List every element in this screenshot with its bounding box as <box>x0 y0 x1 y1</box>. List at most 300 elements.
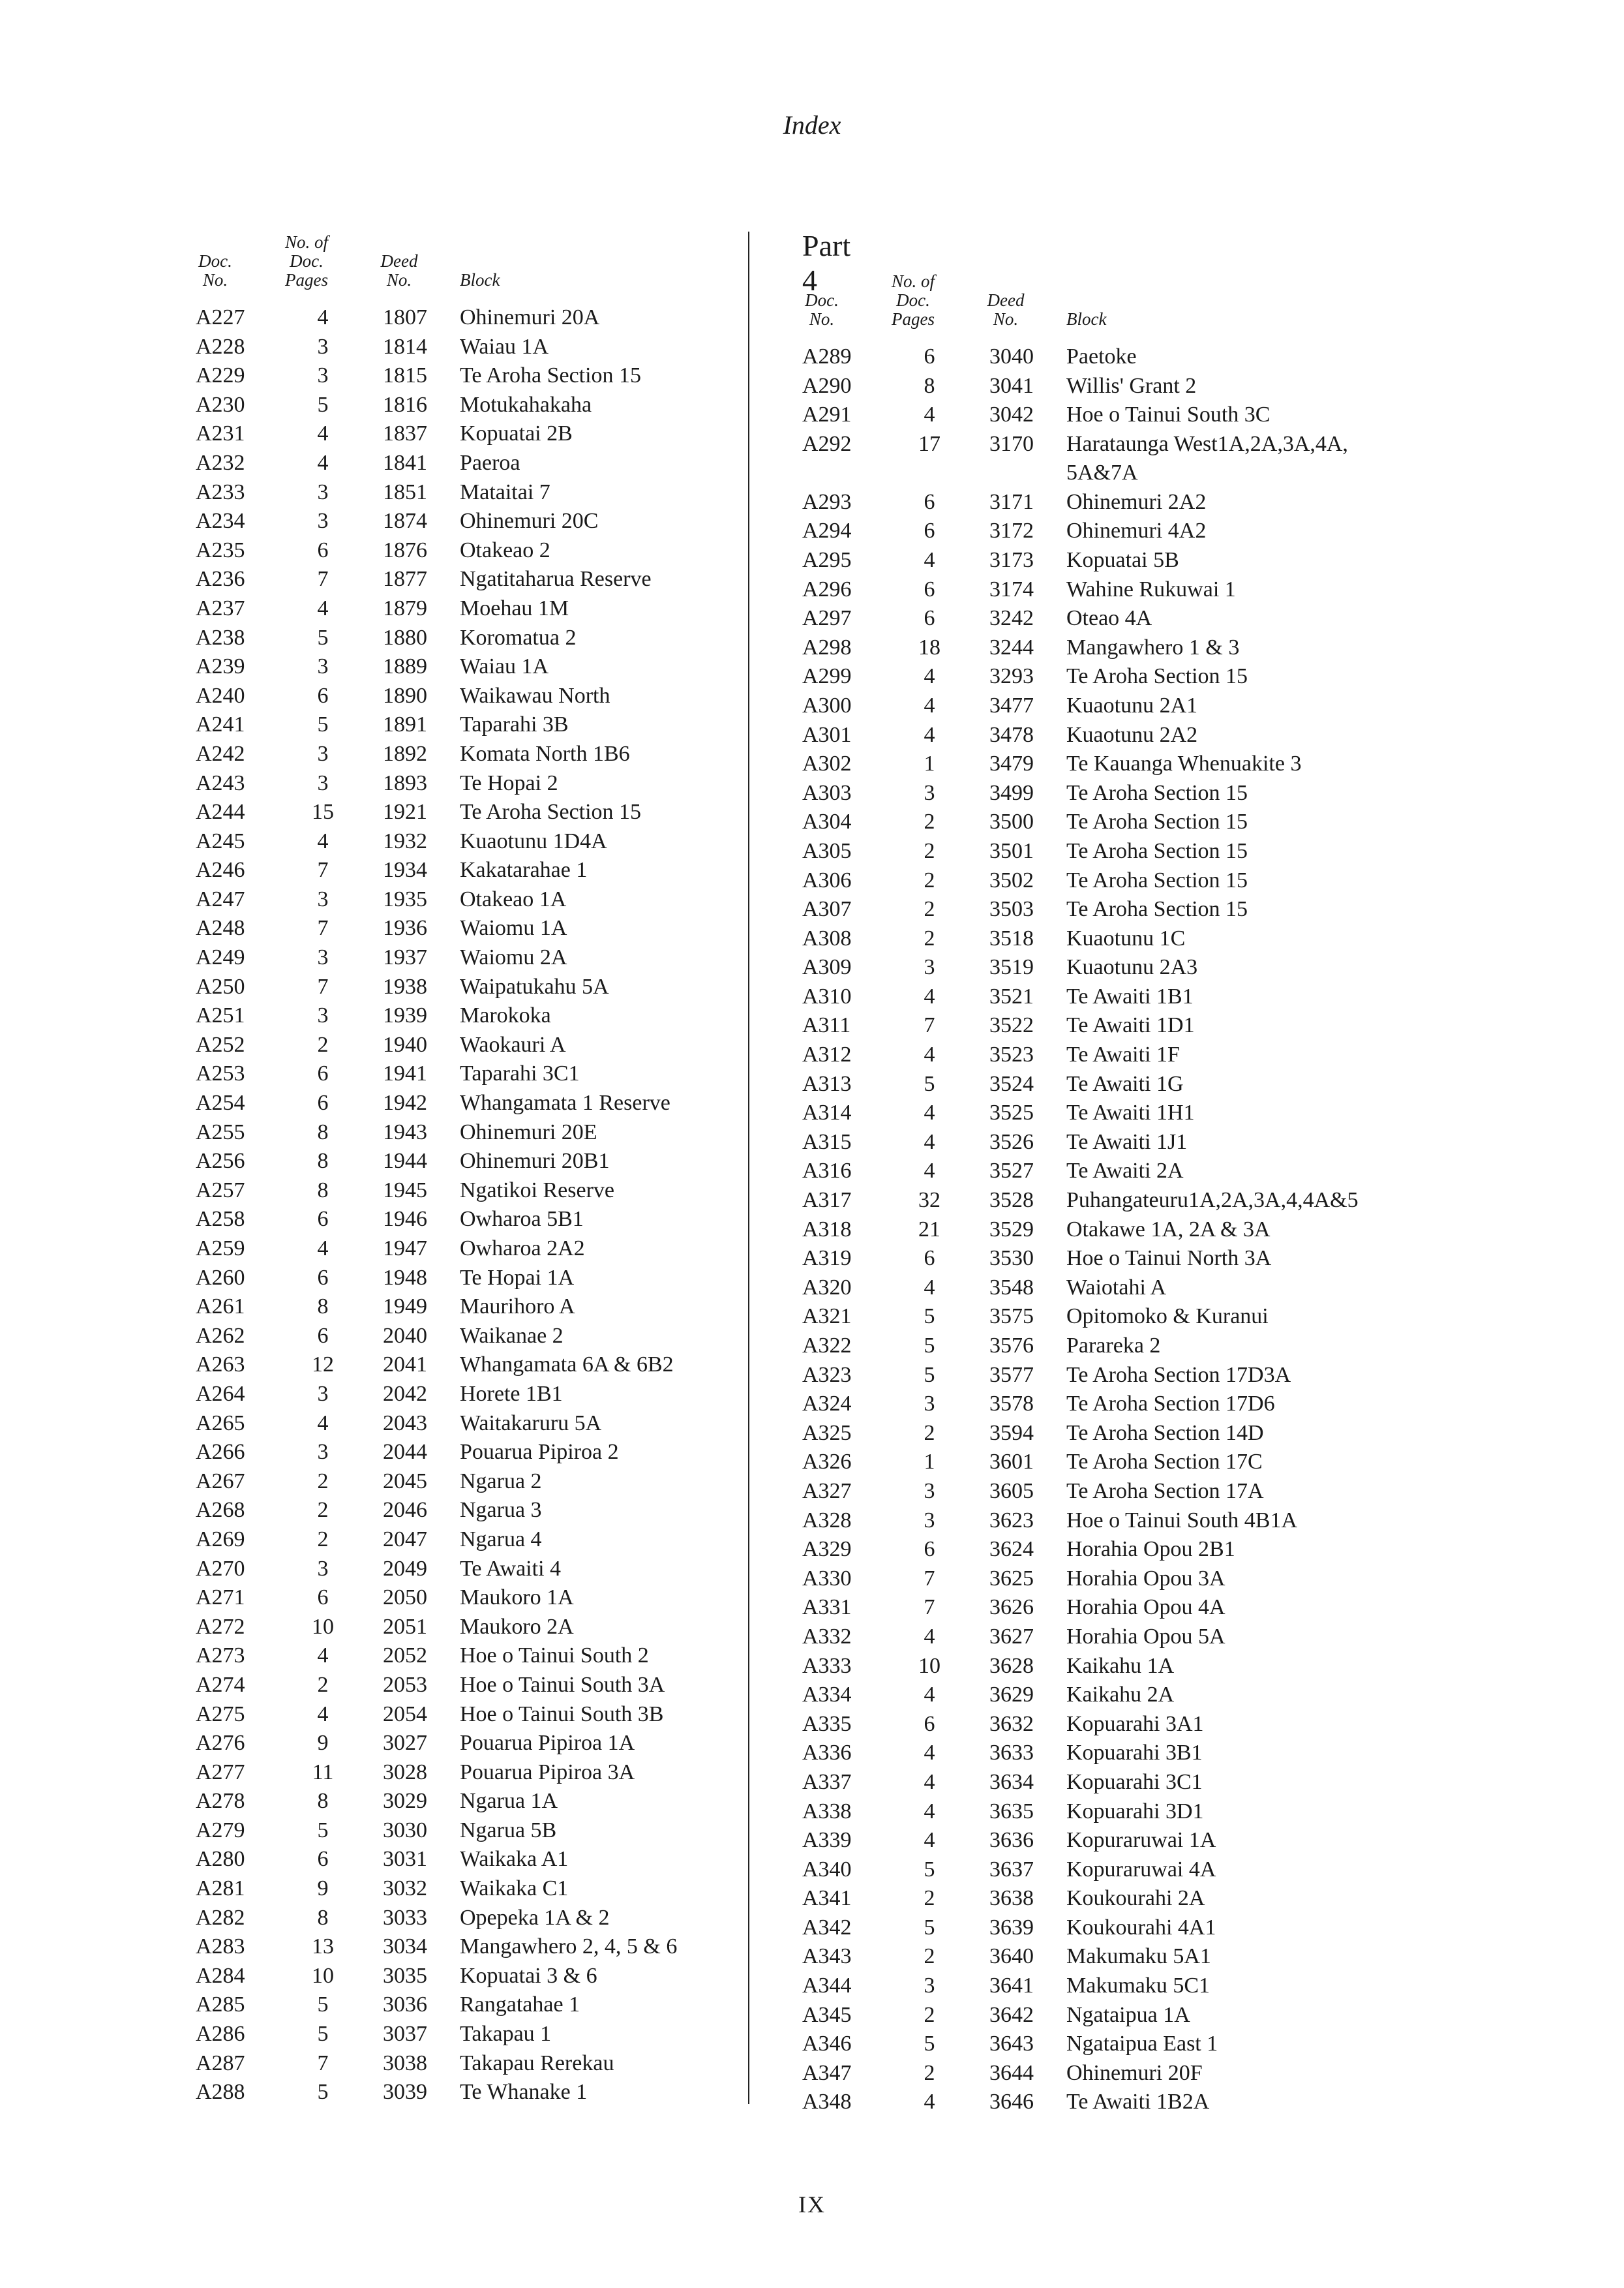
page-count: 7 <box>924 1013 935 1038</box>
deed-number: 3293 <box>989 664 1034 689</box>
deed-number: 3029 <box>383 1789 427 1814</box>
block-name: Oteao 4A <box>1066 606 1152 631</box>
doc-number: A230 <box>196 392 245 417</box>
deed-number: 3171 <box>989 489 1034 514</box>
doc-number: A266 <box>196 1440 245 1465</box>
page-count: 6 <box>924 1246 935 1271</box>
block-name: Kuaotunu 2A1 <box>1066 693 1198 718</box>
block-name: Mangawhero 1 & 3 <box>1066 635 1240 660</box>
doc-number: A347 <box>802 2060 852 2085</box>
block-name: Te Aroha Section 15 <box>1066 780 1248 805</box>
page-count: 5 <box>924 2032 935 2056</box>
deed-number: 3646 <box>989 2090 1034 2114</box>
doc-number: A327 <box>802 1478 852 1503</box>
block-name: Hoe o Tainui South 3B <box>460 1701 664 1726</box>
page-count: 3 <box>317 1381 329 1406</box>
doc-number: A296 <box>802 577 852 602</box>
doc-number: A292 <box>802 431 852 456</box>
deed-number: 3040 <box>989 344 1034 369</box>
page-count: 3 <box>317 1003 329 1028</box>
deed-number: 3528 <box>989 1188 1034 1213</box>
page-count: 4 <box>317 1701 329 1726</box>
page-count: 4 <box>924 1799 935 1823</box>
deed-number: 1945 <box>383 1178 427 1202</box>
deed-number: 3524 <box>989 1071 1034 1096</box>
deed-number: 3548 <box>989 1275 1034 1300</box>
deed-number: 3605 <box>989 1478 1034 1503</box>
doc-number: A329 <box>802 1537 852 1562</box>
deed-number: 3526 <box>989 1129 1034 1154</box>
doc-number: A319 <box>802 1246 852 1271</box>
deed-number: 3522 <box>989 1013 1034 1038</box>
block-name: Horahia Opou 5A <box>1066 1624 1226 1649</box>
doc-number: A265 <box>196 1411 245 1435</box>
page-count: 4 <box>924 1828 935 1853</box>
doc-number: A291 <box>802 403 852 427</box>
block-name: Te Aroha Section 17D6 <box>1066 1392 1275 1416</box>
deed-number: 1938 <box>383 974 427 999</box>
doc-number: A254 <box>196 1091 245 1116</box>
header-pages-line3: Pages <box>892 309 935 329</box>
doc-number: A240 <box>196 683 245 708</box>
deed-number: 1876 <box>383 538 427 562</box>
page-count: 3 <box>924 780 935 805</box>
block-name: Moehau 1M <box>460 596 569 620</box>
block-name: Ohinemuri 4A2 <box>1066 519 1207 543</box>
page-count: 10 <box>918 1653 940 1678</box>
block-name: Kopuraruwai 1A <box>1066 1828 1216 1853</box>
block-name: Hoe o Tainui South 3A <box>460 1672 665 1697</box>
block-name: Maukoro 1A <box>460 1585 574 1610</box>
doc-number: A272 <box>196 1614 245 1639</box>
deed-number: 3642 <box>989 2002 1034 2027</box>
deed-number: 2054 <box>383 1701 427 1726</box>
deed-number: 1932 <box>383 829 427 853</box>
page-count: 5 <box>317 2080 329 2105</box>
block-name: Mataitai 7 <box>460 480 550 504</box>
deed-number: 2053 <box>383 1672 427 1697</box>
doc-number: A334 <box>802 1683 852 1707</box>
deed-number: 3500 <box>989 810 1034 834</box>
deed-number: 3478 <box>989 722 1034 747</box>
doc-number: A345 <box>802 2002 852 2027</box>
deed-number: 3170 <box>989 431 1034 456</box>
page-count: 12 <box>312 1352 334 1377</box>
doc-number: A325 <box>802 1420 852 1445</box>
page-count: 4 <box>924 1101 935 1125</box>
block-name: Ngarua 5B <box>460 1818 557 1842</box>
doc-number: A278 <box>196 1789 245 1814</box>
deed-number: 1891 <box>383 712 427 737</box>
doc-number: A305 <box>802 838 852 863</box>
doc-number: A259 <box>196 1236 245 1260</box>
deed-number: 3042 <box>989 403 1034 427</box>
page-count: 5 <box>317 392 329 417</box>
header-deed-line2: No. <box>386 270 412 290</box>
doc-number: A297 <box>802 606 852 631</box>
deed-number: 3627 <box>989 1624 1034 1649</box>
page-count: 5 <box>317 712 329 737</box>
block-name: Te Whanake 1 <box>460 2080 588 2105</box>
doc-number: A326 <box>802 1450 852 1474</box>
page-count: 4 <box>924 693 935 718</box>
block-name: Hoe o Tainui South 4B1A <box>1066 1508 1297 1533</box>
doc-number: A247 <box>196 887 245 911</box>
doc-number: A342 <box>802 1915 852 1940</box>
deed-number: 3525 <box>989 1101 1034 1125</box>
deed-number: 2047 <box>383 1527 427 1551</box>
deed-number: 2042 <box>383 1381 427 1406</box>
deed-number: 1944 <box>383 1149 427 1174</box>
page-count: 2 <box>924 1944 935 1969</box>
header-doc-line2: No. <box>809 309 835 329</box>
doc-number: A251 <box>196 1003 245 1028</box>
block-name: Ohinemuri 20E <box>460 1120 597 1144</box>
page-count: 7 <box>924 1566 935 1591</box>
block-name: Kopuarahi 3B1 <box>1066 1741 1203 1765</box>
page-count: 4 <box>317 421 329 446</box>
deed-number: 3499 <box>989 780 1034 805</box>
doc-number: A330 <box>802 1566 852 1591</box>
deed-number: 1949 <box>383 1294 427 1319</box>
deed-number: 3501 <box>989 838 1034 863</box>
page-count: 5 <box>924 1304 935 1329</box>
deed-number: 3479 <box>989 752 1034 776</box>
deed-number: 3503 <box>989 897 1034 922</box>
deed-number: 1943 <box>383 1120 427 1144</box>
deed-number: 3030 <box>383 1818 427 1842</box>
page-count: 8 <box>317 1789 329 1814</box>
page-count: 32 <box>918 1188 940 1213</box>
deed-number: 3529 <box>989 1217 1034 1242</box>
deed-number: 1892 <box>383 741 427 766</box>
doc-number: A289 <box>802 344 852 369</box>
block-name: Kakatarahae 1 <box>460 858 588 883</box>
block-name: Willis' Grant 2 <box>1066 373 1197 398</box>
block-name: Waiomu 2A <box>460 945 567 970</box>
page-count: 3 <box>317 887 329 911</box>
doc-number: A340 <box>802 1857 852 1882</box>
deed-number: 3523 <box>989 1043 1034 1067</box>
doc-number: A295 <box>802 547 852 572</box>
doc-number: A307 <box>802 897 852 922</box>
block-name: Rangatahae 1 <box>460 1992 580 2017</box>
page-count: 4 <box>924 1275 935 1300</box>
page-count: 2 <box>924 897 935 922</box>
doc-number: A316 <box>802 1159 852 1183</box>
block-name: Ohinemuri 20F <box>1066 2060 1203 2085</box>
block-name: Ngarua 1A <box>460 1789 558 1814</box>
page-count: 4 <box>924 1129 935 1154</box>
page-count: 4 <box>924 984 935 1009</box>
deed-number: 1934 <box>383 858 427 883</box>
page-count: 4 <box>924 1769 935 1794</box>
page-count: 18 <box>918 635 940 660</box>
deed-number: 1874 <box>383 509 427 534</box>
doc-number: A285 <box>196 1992 245 2017</box>
block-name: Waitakaruru 5A <box>460 1411 602 1435</box>
block-name: Kaikahu 2A <box>1066 1683 1175 1707</box>
doc-number: A255 <box>196 1120 245 1144</box>
block-name: Te Aroha Section 15 <box>1066 897 1248 922</box>
page-count: 3 <box>317 1556 329 1581</box>
deed-number: 3632 <box>989 1711 1034 1736</box>
deed-number: 2040 <box>383 1323 427 1348</box>
deed-number: 1877 <box>383 567 427 592</box>
doc-number: A308 <box>802 926 852 951</box>
deed-number: 1814 <box>383 334 427 359</box>
doc-number: A242 <box>196 741 245 766</box>
doc-number: A283 <box>196 1934 245 1959</box>
doc-number: A257 <box>196 1178 245 1202</box>
block-name: Kopuatai 2B <box>460 421 573 446</box>
doc-number: A243 <box>196 770 245 795</box>
page-count: 2 <box>317 1672 329 1697</box>
block-name: Pouarua Pipiroa 2 <box>460 1440 619 1465</box>
page-count: 6 <box>924 489 935 514</box>
block-name: Te Aroha Section 14D <box>1066 1420 1264 1445</box>
doc-number: A336 <box>802 1741 852 1765</box>
page-count: 8 <box>317 1120 329 1144</box>
block-name: Te Aroha Section 15 <box>1066 810 1248 834</box>
block-name: Owharoa 5B1 <box>460 1207 584 1232</box>
doc-number: A317 <box>802 1188 852 1213</box>
block-name: Whangamata 6A & 6B2 <box>460 1352 674 1377</box>
deed-number: 1837 <box>383 421 427 446</box>
header-pages-line3: Pages <box>285 270 328 290</box>
page-count: 8 <box>924 373 935 398</box>
block-name: Kopuarahi 3D1 <box>1066 1799 1204 1823</box>
page-count: 3 <box>317 1440 329 1465</box>
block-name: Pouarua Pipiroa 1A <box>460 1731 635 1756</box>
header-doc-line1: Doc. <box>805 290 839 310</box>
page-count: 9 <box>317 1876 329 1901</box>
deed-number: 3594 <box>989 1420 1034 1445</box>
doc-number: A338 <box>802 1799 852 1823</box>
doc-number: A279 <box>196 1818 245 1842</box>
page-count: 7 <box>317 567 329 592</box>
deed-number: 2049 <box>383 1556 427 1581</box>
block-name: Taparahi 3B <box>460 712 569 737</box>
deed-number: 3031 <box>383 1847 427 1872</box>
page-count: 5 <box>924 1362 935 1387</box>
block-name: Owharoa 2A2 <box>460 1236 585 1260</box>
doc-number: A238 <box>196 625 245 650</box>
deed-number: 2050 <box>383 1585 427 1610</box>
page-count: 6 <box>317 1847 329 1872</box>
block-name: Marokoka <box>460 1003 551 1028</box>
doc-number: A321 <box>802 1304 852 1329</box>
page-count: 17 <box>918 431 940 456</box>
deed-number: 3636 <box>989 1828 1034 1853</box>
deed-number: 3518 <box>989 926 1034 951</box>
deed-number: 1940 <box>383 1032 427 1057</box>
doc-number: A258 <box>196 1207 245 1232</box>
page-count: 4 <box>317 305 329 329</box>
page-count: 3 <box>317 509 329 534</box>
page-count: 3 <box>317 770 329 795</box>
page-count: 1 <box>924 752 935 776</box>
deed-number: 3633 <box>989 1741 1034 1765</box>
deed-number: 3643 <box>989 2032 1034 2056</box>
deed-number: 3027 <box>383 1731 427 1756</box>
doc-number: A268 <box>196 1498 245 1523</box>
block-name: Ngataipua East 1 <box>1066 2032 1218 2056</box>
page-count: 6 <box>317 1061 329 1086</box>
block-name: Te Aroha Section 17C <box>1066 1450 1263 1474</box>
doc-number: A287 <box>196 2051 245 2075</box>
doc-number: A312 <box>802 1043 852 1067</box>
doc-number: A323 <box>802 1362 852 1387</box>
block-name: Waikaka A1 <box>460 1847 569 1872</box>
doc-number: A244 <box>196 800 245 825</box>
deed-number: 3625 <box>989 1566 1034 1591</box>
page-count: 7 <box>317 916 329 941</box>
block-name: Te Aroha Section 15 <box>460 363 642 388</box>
deed-number: 1948 <box>383 1265 427 1290</box>
deed-number: 1851 <box>383 480 427 504</box>
doc-number: A315 <box>802 1129 852 1154</box>
block-name: Waikaka C1 <box>460 1876 569 1901</box>
doc-number: A344 <box>802 1974 852 1998</box>
header-pages <box>280 233 333 290</box>
doc-number: A306 <box>802 868 852 892</box>
deed-number: 3577 <box>989 1362 1034 1387</box>
block-name: Ngarua 2 <box>460 1469 542 1493</box>
doc-number: A269 <box>196 1527 245 1551</box>
block-name: Te Awaiti 1B2A <box>1066 2090 1210 2114</box>
page-count: 6 <box>317 1207 329 1232</box>
page-count: 8 <box>317 1178 329 1202</box>
doc-number: A339 <box>802 1828 852 1853</box>
page-count: 2 <box>924 810 935 834</box>
doc-number: A332 <box>802 1624 852 1649</box>
page-count: 6 <box>924 1537 935 1562</box>
block-name: Otakeao 1A <box>460 887 567 911</box>
doc-number: A231 <box>196 421 245 446</box>
page-count: 6 <box>317 1585 329 1610</box>
doc-number: A331 <box>802 1595 852 1620</box>
part-heading: Part 4 <box>802 229 851 297</box>
page-count: 3 <box>924 1478 935 1503</box>
doc-number: A246 <box>196 858 245 883</box>
block-name: Kopuatai 3 & 6 <box>460 1963 597 1988</box>
block-name: Te Awaiti 1G <box>1066 1071 1184 1096</box>
doc-number: A267 <box>196 1469 245 1493</box>
deed-number: 2043 <box>383 1411 427 1435</box>
block-name: Ngarua 4 <box>460 1527 542 1551</box>
page-count: 13 <box>312 1934 334 1959</box>
doc-number: A302 <box>802 752 852 776</box>
page-count: 5 <box>924 1915 935 1940</box>
header-doc <box>196 252 235 290</box>
doc-number: A343 <box>802 1944 852 1969</box>
deed-number: 2044 <box>383 1440 427 1465</box>
deed-number: 3242 <box>989 606 1034 631</box>
block-name: Kuaotunu 1D4A <box>460 829 607 853</box>
doc-number: A284 <box>196 1963 245 1988</box>
deed-number: 3624 <box>989 1537 1034 1562</box>
header-deed <box>373 252 425 290</box>
page-count: 6 <box>317 1091 329 1116</box>
page-count: 1 <box>924 1450 935 1474</box>
page-count: 6 <box>924 577 935 602</box>
deed-number: 3036 <box>383 1992 427 2017</box>
doc-number: A277 <box>196 1760 245 1784</box>
doc-number: A290 <box>802 373 852 398</box>
doc-number: A311 <box>802 1013 851 1038</box>
header-doc-line2: No. <box>202 270 228 290</box>
block-name: Puhangateuru1A,2A,3A,4,4A&5 <box>1066 1188 1359 1213</box>
header-block: Block <box>1066 309 1107 329</box>
doc-number: A234 <box>196 509 245 534</box>
doc-number: A236 <box>196 567 245 592</box>
doc-number: A270 <box>196 1556 245 1581</box>
deed-number: 1816 <box>383 392 427 417</box>
doc-number: A233 <box>196 480 245 504</box>
block-name: Ohinemuri 20B1 <box>460 1149 610 1174</box>
block-name: Opepeka 1A & 2 <box>460 1905 610 1930</box>
doc-number: A273 <box>196 1643 245 1668</box>
page-count: 4 <box>924 403 935 427</box>
deed-number: 3628 <box>989 1653 1034 1678</box>
doc-number: A263 <box>196 1352 245 1377</box>
block-name: Te Awaiti 2A <box>1066 1159 1184 1183</box>
deed-number: 3578 <box>989 1392 1034 1416</box>
page-count: 2 <box>317 1527 329 1551</box>
header-deed-line1: Deed <box>380 251 418 271</box>
deed-number: 3477 <box>989 693 1034 718</box>
page-count: 4 <box>924 1683 935 1707</box>
block-name: Ohinemuri 20C <box>460 509 599 534</box>
block-name: Hoe o Tainui South 2 <box>460 1643 649 1668</box>
doc-number: A271 <box>196 1585 245 1610</box>
page-count: 3 <box>317 480 329 504</box>
block-name: Koukourahi 4A1 <box>1066 1915 1216 1940</box>
block-name: Te Awaiti 1F <box>1066 1043 1180 1067</box>
block-name: Mangawhero 2, 4, 5 & 6 <box>460 1934 678 1959</box>
page-count: 6 <box>317 683 329 708</box>
doc-number: A310 <box>802 984 852 1009</box>
doc-number: A328 <box>802 1508 852 1533</box>
deed-number: 3502 <box>989 868 1034 892</box>
page-count: 4 <box>924 1043 935 1067</box>
deed-number: 3041 <box>989 373 1034 398</box>
page-count: 4 <box>317 1643 329 1668</box>
deed-number: 3035 <box>383 1963 427 1988</box>
deed-number: 3530 <box>989 1246 1034 1271</box>
block-name: Kopuarahi 3A1 <box>1066 1711 1204 1736</box>
page-count: 4 <box>924 722 935 747</box>
page-count: 7 <box>317 974 329 999</box>
page-count: 2 <box>317 1032 329 1057</box>
block-name: Te Aroha Section 15 <box>1066 868 1248 892</box>
doc-number: A232 <box>196 450 245 475</box>
block-name: Te Awaiti 1J1 <box>1066 1129 1188 1154</box>
doc-number: A227 <box>196 305 245 329</box>
deed-number: 1893 <box>383 770 427 795</box>
block-name: Ohinemuri 20A <box>460 305 600 329</box>
block-name: Paetoke <box>1066 344 1137 369</box>
deed-number: 3601 <box>989 1450 1034 1474</box>
page-count: 7 <box>317 2051 329 2075</box>
block-name: Waokauri A <box>460 1032 566 1057</box>
doc-number: A348 <box>802 2090 852 2114</box>
deed-number: 1946 <box>383 1207 427 1232</box>
page-count: 10 <box>312 1963 334 1988</box>
page-count: 4 <box>317 596 329 620</box>
doc-number: A274 <box>196 1672 245 1697</box>
